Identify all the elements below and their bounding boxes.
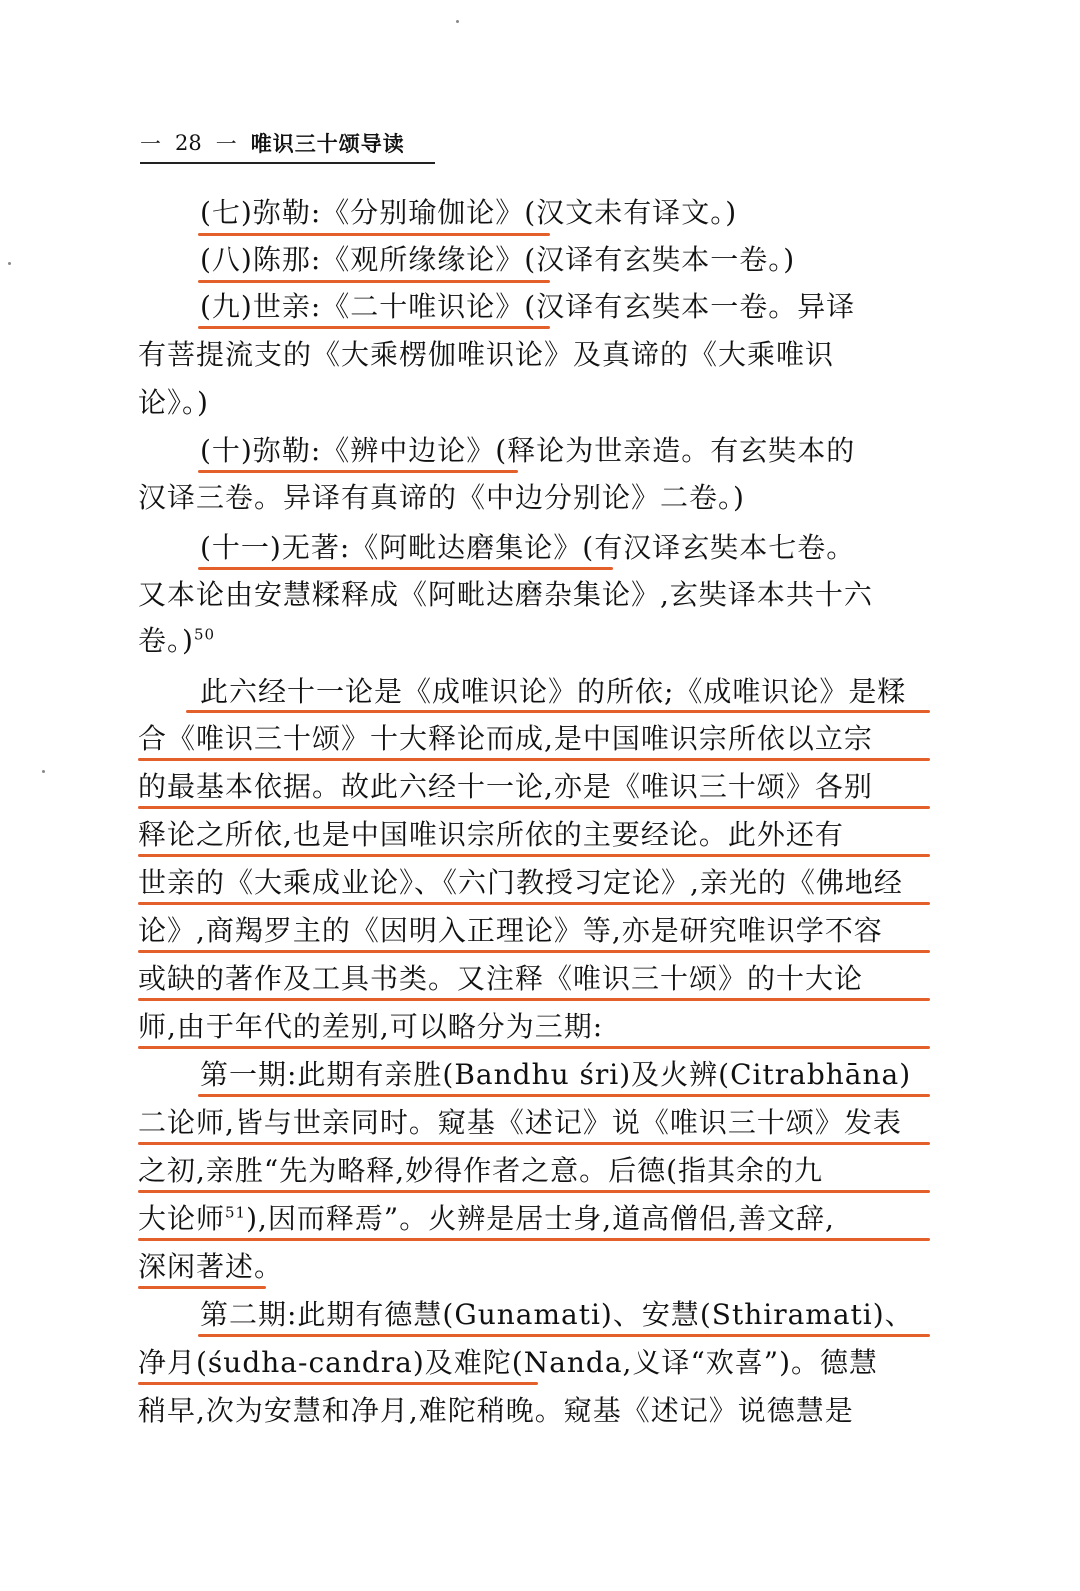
highlight-underline [198,280,550,283]
text-line: 深闲著述。 [138,1250,284,1283]
text-line-content: 大论师 [138,1202,226,1235]
scan-speck [8,262,11,265]
highlight-underline [138,854,930,857]
highlight-underline [198,1334,930,1337]
highlight-underline [138,758,930,761]
text-line-content: (九)世亲:《二十唯识论》(汉译有玄奘本一卷。异译 [200,290,856,323]
text-line: 又本论由安慧糅释成《阿毗达磨杂集论》,玄奘译本共十六 [138,578,873,611]
scan-speck [42,770,45,773]
highlight-underline [138,1190,930,1193]
highlight-underline [138,998,930,1001]
text-line: (七)弥勒:《分别瑜伽论》(汉文未有译文。) [200,196,738,229]
text-line: 第一期:此期有亲胜(Bandhu śri)及火辨(Citrabhāna) [200,1058,912,1091]
text-line [138,619,930,663]
text-line: 论》。) [138,386,209,419]
text-line: 有菩提流支的《大乘楞伽唯识论》及真谛的《大乘唯识 [138,338,835,371]
text-line: 论》,商羯罗主的《因明入正理论》等,亦是研究唯识学不容 [138,914,883,947]
text-line [138,1197,930,1241]
highlight-underline [138,1382,538,1385]
text-line-content: ),因而释焉”。火辨是居士身,道高僧侣,善文辞, [246,1202,835,1235]
text-line: 师,由于年代的差别,可以略分为三期: [138,1010,604,1043]
highlight-underline [138,950,930,953]
highlight-underline [186,710,930,713]
footnote-marker: 51 [225,1203,247,1222]
text-line: 稍早,次为安慧和净月,难陀稍晚。窥基《述记》说德慧是 [138,1394,854,1427]
highlight-underline [138,1238,930,1241]
text-line: 合《唯识三十颂》十大释论而成,是中国唯识宗所依以立宗 [138,722,873,755]
text-line: 第二期:此期有德慧(Gunamati)、安慧(Sthiramati)、 [200,1298,914,1331]
text-line: (十一)无著:《阿毗达磨集论》(有汉译玄奘本七卷。 [200,531,856,564]
footnote-marker: 50 [193,625,216,644]
running-header [140,128,435,164]
text-line: 二论师,皆与世亲同时。窥基《述记》说《唯识三十颂》发表 [138,1106,902,1139]
highlight-underline [198,567,613,570]
page-number: 28 [175,131,202,155]
highlight-underline [138,806,930,809]
text-line: 净月(śudha-candra)及难陀(Nanda,义译“欢喜”)。德慧 [138,1346,878,1379]
header-dash-right: 一 [215,132,237,156]
scan-speck [456,20,459,23]
highlight-underline [138,1142,930,1145]
text-line: 的最基本依据。故此六经十一论,亦是《唯识三十颂》各别 [138,770,873,803]
book-title: 唯识三十颂导读 [250,132,405,156]
text-line: 此六经十一论是《成唯识论》的所依;《成唯识论》是糅 [200,675,907,708]
highlight-underline [138,902,930,905]
highlight-underline [138,1046,930,1049]
text-line: 之初,亲胜“先为略释,妙得作者之意。后德(指其余的九 [138,1154,824,1187]
highlight-underline [198,233,550,236]
header-dash-left: 一 [140,132,161,156]
highlight-underline [198,1094,930,1097]
text-line: 或缺的著作及工具书类。又注释《唯识三十颂》的十大论 [138,962,864,995]
text-line: (八)陈那:《观所缘缘论》(汉译有玄奘本一卷。) [200,243,796,276]
text-line [200,285,930,329]
text-line: 释论之所依,也是中国唯识宗所依的主要经论。此外还有 [138,818,844,851]
highlight-underline [198,470,518,473]
highlight-underline [198,326,550,329]
text-line: (十)弥勒:《辨中边论》(释论为世亲造。有玄奘本的 [200,434,856,467]
text-line: 汉译三卷。异译有真谛的《中边分别论》二卷。) [138,481,745,514]
text-line: 世亲的《大乘成业论》、《六门教授习定论》,亲光的《佛地经 [138,866,903,899]
highlight-underline [138,1286,266,1289]
text-line-content: 卷。) [138,624,194,657]
